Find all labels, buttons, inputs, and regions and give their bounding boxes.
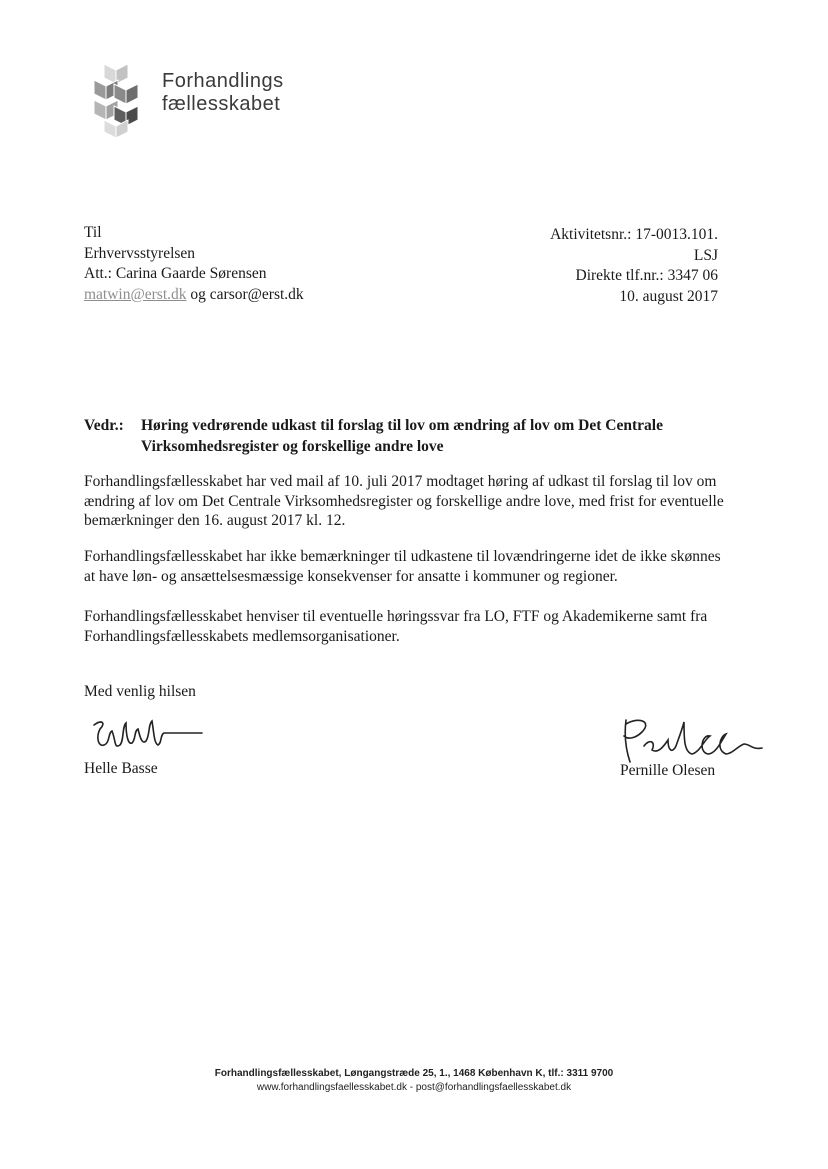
subject-label: Vedr.: — [84, 417, 124, 434]
recipient-email-link-1[interactable]: matwin@erst.dk — [84, 285, 187, 303]
sender-initials: LSJ — [693, 246, 718, 264]
footer-address: Forhandlingsfællesskabet, Løngangstræde 25, 1., 1468 København K, tlf.: 3311 9700 — [214, 1068, 614, 1079]
email-separator: og — [190, 285, 206, 303]
letter-date: 10. august 2017 — [619, 287, 718, 305]
recipient-email-2: carsor@erst.dk — [209, 285, 304, 303]
recipient-organization: Erhvervsstyrelsen — [84, 244, 196, 262]
activity-number: Aktivitetsnr.: 17-0013.101. — [550, 226, 718, 243]
recipient-to: Til — [84, 224, 102, 241]
body-paragraph-1: Forhandlingsfællesskabet har ved mail af 10. juli 2017 modtaget høring af udkast til forslag til lov om ændring af lov om Det Centrale Virksomhedsregister og forskellige andre love, med frist for eventuelle bemærkninger den 16. august 2017 kl. 12. — [84, 473, 724, 529]
subject-text: Høring vedrørende udkast til forslag til lov om ændring af lov om Det Centrale Virksomhedsregister og forskellige andre love — [141, 417, 663, 455]
logo-text-line2: fællesskabet — [162, 93, 281, 115]
recipient-emails — [84, 285, 304, 306]
recipient-address — [84, 223, 304, 305]
letter-meta — [550, 225, 718, 307]
organization-logo-icon — [92, 62, 140, 140]
footer-contact: www.forhandlingsfaellesskabet.dk - post@forhandlingsfaellesskabet.dk — [256, 1082, 572, 1093]
signatory-right-name: Pernille Olesen — [620, 762, 716, 779]
footer — [0, 1067, 828, 1095]
body-paragraph-2: Forhandlingsfællesskabet har ikke bemærkninger til udkastene til lovændringerne idet de ikke skønnes at have løn- og ansættelsesmæssige konsekvenser for ansatte i kommuner og regioner. — [84, 548, 721, 585]
closing-greeting: Med venlig hilsen — [84, 683, 196, 700]
body-paragraph-3: Forhandlingsfællesskabet henviser til eventuelle høringssvar fra LO, FTF og Akademikerne samt fra Forhandlingsfællesskabets medlemsorganisationer. — [84, 608, 708, 645]
signature-pernille-olesen — [612, 710, 772, 770]
subject-line — [84, 416, 734, 457]
direct-phone: Direkte tlf.nr.: 3347 06 — [575, 267, 718, 284]
logo-text-line1: Forhandlings — [162, 70, 284, 92]
recipient-attention: Att.: Carina Gaarde Sørensen — [84, 265, 267, 282]
signatory-left-name: Helle Basse — [84, 760, 158, 777]
signature-helle-basse — [90, 715, 205, 760]
